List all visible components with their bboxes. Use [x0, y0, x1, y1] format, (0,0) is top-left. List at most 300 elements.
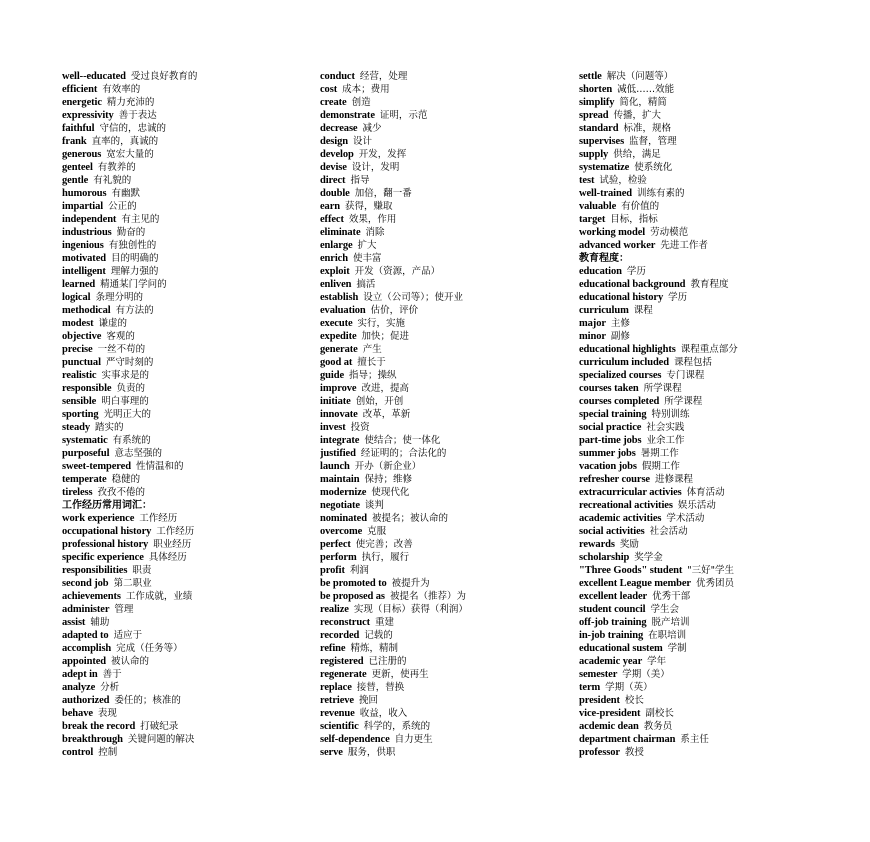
vocab-entry — [579, 304, 849, 317]
vocab-translation: 有独创性的 — [108, 240, 157, 251]
vocab-entry — [62, 655, 312, 668]
vocab-translation: 指导；操纵 — [349, 370, 397, 381]
vocab-translation: 优秀团员 — [696, 578, 735, 589]
vocab-entry — [62, 642, 312, 655]
vocab-translation: 所学课程 — [664, 396, 703, 407]
vocab-entry — [579, 590, 849, 603]
vocab-translation: 职业经历 — [153, 539, 192, 550]
vocab-entry — [62, 616, 312, 629]
vocab-entry — [62, 408, 312, 421]
vocab-entry — [320, 213, 570, 226]
vocab-term: design — [320, 136, 348, 147]
vocab-entry — [579, 642, 849, 655]
vocab-entry — [320, 642, 570, 655]
vocab-entry — [579, 421, 849, 434]
vocab-entry — [62, 590, 312, 603]
vocab-translation: 暑期工作 — [640, 448, 679, 459]
vocab-entry — [62, 304, 312, 317]
vocab-term: genteel — [62, 162, 93, 173]
vocab-entry — [320, 421, 570, 434]
vocab-translation: 控制 — [98, 747, 118, 758]
vocab-column-2 — [320, 70, 570, 759]
vocab-translation: 有教养的 — [97, 162, 136, 173]
vocab-term: frank — [62, 136, 87, 147]
vocab-translation: 课程重点部分 — [680, 344, 738, 355]
vocab-term: break the record — [62, 721, 136, 732]
vocab-term: second job — [62, 578, 109, 589]
vocab-term: sweet-tempered — [62, 461, 131, 472]
vocab-entry — [579, 655, 849, 668]
vocab-term: motivated — [62, 253, 107, 264]
vocab-translation: 勤奋的 — [116, 227, 146, 238]
vocab-term: enlarge — [320, 240, 353, 251]
vocab-term: direct — [320, 175, 346, 186]
vocab-entry — [320, 265, 570, 278]
vocab-entry — [579, 83, 849, 96]
vocab-translation: 奖励 — [619, 539, 639, 550]
vocab-translation: 工作成就，业绩 — [125, 591, 193, 602]
vocab-translation: 有方法的 — [115, 305, 154, 316]
vocab-translation: 宽宏大量的 — [106, 149, 154, 160]
vocab-entry — [62, 148, 312, 161]
vocab-translation: 实现（目标）获得（利润） — [353, 604, 468, 615]
vocab-translation: 所学课程 — [643, 383, 682, 394]
vocab-translation: 解决（问题等） — [606, 71, 674, 82]
vocab-term: curriculum included — [579, 357, 669, 368]
vocab-term: valuable — [579, 201, 617, 212]
vocab-translation: 执行，履行 — [361, 552, 410, 563]
vocab-term: generate — [320, 344, 358, 355]
vocab-translation: 接替，替换 — [356, 682, 405, 693]
vocab-term: methodical — [62, 305, 111, 316]
vocab-entry — [320, 564, 570, 577]
vocab-entry — [579, 70, 849, 83]
vocab-entry — [62, 369, 312, 382]
vocab-translation: 明白事理的 — [101, 396, 149, 407]
vocab-translation: 系主任 — [680, 734, 709, 745]
vocab-entry — [579, 265, 849, 278]
vocab-entry — [62, 122, 312, 135]
vocab-term: rewards — [579, 539, 615, 550]
vocab-term: eliminate — [320, 227, 361, 238]
vocab-term: profit — [320, 565, 345, 576]
vocab-translation: 试验，检验 — [599, 175, 647, 186]
vocab-entry — [579, 486, 849, 499]
vocab-entry — [62, 200, 312, 213]
vocab-term: initiate — [320, 396, 351, 407]
vocab-term: off-job training — [579, 617, 647, 628]
vocab-entry — [62, 434, 312, 447]
vocab-term: excellent League member — [579, 578, 691, 589]
vocab-entry — [579, 343, 849, 356]
vocab-term: refresher course — [579, 474, 650, 485]
vocab-term: efficient — [62, 84, 98, 95]
vocab-entry — [579, 499, 849, 512]
vocab-translation: 学年 — [647, 656, 667, 667]
vocab-term: ingenious — [62, 240, 104, 251]
vocab-entry — [320, 668, 570, 681]
vocab-entry — [579, 187, 849, 200]
vocab-term: learned — [62, 279, 96, 290]
vocab-translation: 精通某门学问的 — [100, 279, 167, 290]
vocab-translation: 体育活动 — [686, 487, 725, 498]
vocab-entry — [579, 382, 849, 395]
vocab-entry — [62, 278, 312, 291]
vocab-entry — [320, 707, 570, 720]
vocab-term: regenerate — [320, 669, 367, 680]
vocab-translation: 扩大 — [357, 240, 377, 251]
vocab-column-1 — [62, 70, 312, 759]
vocab-translation: 标准，规格 — [623, 123, 671, 134]
vocab-entry — [320, 109, 570, 122]
vocab-entry — [62, 252, 312, 265]
vocab-term: refine — [320, 643, 346, 654]
vocab-translation: 学制 — [667, 643, 687, 654]
vocab-entry — [62, 317, 312, 330]
vocab-translation: 性情温和的 — [135, 461, 184, 472]
vocab-entry — [579, 447, 849, 460]
vocab-translation: 第二职业 — [113, 578, 152, 589]
vocab-entry — [320, 239, 570, 252]
vocab-translation: 孜孜不倦的 — [97, 487, 146, 498]
vocab-entry — [579, 356, 849, 369]
vocab-entry — [62, 681, 312, 694]
vocab-entry — [62, 135, 312, 148]
vocab-entry — [62, 96, 312, 109]
vocab-translation: 严守时刻的 — [105, 357, 154, 368]
vocab-entry — [320, 252, 570, 265]
vocab-translation: 监督，管理 — [629, 136, 677, 147]
vocab-term: work experience — [62, 513, 135, 524]
vocab-term: extracurricular activies — [579, 487, 682, 498]
vocab-entry — [579, 746, 849, 759]
vocab-term: justified — [320, 448, 356, 459]
vocab-translation: 工作经历 — [156, 526, 195, 537]
vocab-translation: 获得，赚取 — [345, 201, 393, 212]
vocab-translation: 公正的 — [108, 201, 137, 212]
vocab-translation: 学期（美） — [622, 669, 670, 680]
vocab-translation: 劳动模范 — [650, 227, 689, 238]
vocab-translation: 记载的 — [364, 630, 393, 641]
vocab-translation: 已注册的 — [368, 656, 407, 667]
vocab-translation: 有系统的 — [112, 435, 151, 446]
vocab-term: educational history — [579, 292, 664, 303]
vocab-term: achievements — [62, 591, 121, 602]
vocab-translation: 直率的，真诚的 — [91, 136, 159, 147]
vocab-entry — [320, 96, 570, 109]
vocab-entry — [579, 161, 849, 174]
vocab-translation: 实行，实施 — [357, 318, 406, 329]
vocab-translation: 特别训练 — [651, 409, 690, 420]
vocab-term: enliven — [320, 279, 352, 290]
vocab-entry — [579, 239, 849, 252]
vocab-term: social activities — [579, 526, 645, 537]
vocab-translation: 设计，发明 — [351, 162, 400, 173]
vocab-term: perform — [320, 552, 357, 563]
vocab-translation: 利润 — [349, 565, 369, 576]
vocab-translation: 精力充沛的 — [106, 97, 155, 108]
vocab-translation: 使完善；改善 — [355, 539, 413, 550]
vocab-translation: 挽回 — [358, 695, 378, 706]
vocab-translation: 服务，供职 — [347, 747, 396, 758]
vocab-translation: 指导 — [350, 175, 370, 186]
vocab-translation: 分析 — [100, 682, 120, 693]
vocab-translation: 奖学金 — [634, 552, 663, 563]
vocab-translation: 谦虚的 — [98, 318, 127, 329]
vocab-translation: 使丰富 — [352, 253, 382, 264]
vocab-translation: 加倍，翻一番 — [354, 188, 412, 199]
vocab-entry — [579, 122, 849, 135]
vocab-term: control — [62, 747, 94, 758]
vocab-entry — [62, 382, 312, 395]
vocab-entry — [579, 226, 849, 239]
vocab-term: "Three Goods" student — [579, 565, 683, 576]
vocab-translation: 被认命的 — [111, 656, 150, 667]
vocab-entry — [320, 434, 570, 447]
vocab-entry — [320, 382, 570, 395]
vocab-term: vacation jobs — [579, 461, 637, 472]
vocab-entry — [62, 83, 312, 96]
vocab-entry — [62, 343, 312, 356]
vocab-term: recreational activities — [579, 500, 673, 511]
vocab-term: replace — [320, 682, 352, 693]
vocab-entry — [62, 265, 312, 278]
vocab-translation: 适应于 — [113, 630, 143, 641]
vocab-translation: 简化，精简 — [619, 97, 667, 108]
vocab-term: punctual — [62, 357, 101, 368]
vocab-entry — [579, 707, 849, 720]
vocab-translation: 意志坚强的 — [114, 448, 162, 459]
vocab-term: tireless — [62, 487, 93, 498]
vocab-entry — [320, 616, 570, 629]
vocab-translation: 稳健的 — [111, 474, 141, 485]
vocab-translation: 具体经历 — [148, 552, 187, 563]
vocab-translation: 委任的；核准的 — [114, 695, 181, 706]
vocab-translation: 被提名；被认命的 — [371, 513, 448, 524]
vocab-entry — [320, 720, 570, 733]
vocab-entry — [62, 460, 312, 473]
vocab-term: summer jobs — [579, 448, 636, 459]
vocab-term: department chairman — [579, 734, 676, 745]
vocab-term: administer — [62, 604, 110, 615]
vocab-entry — [62, 512, 312, 525]
vocab-translation: 社会活动 — [649, 526, 688, 537]
vocab-translation: "三好"学生 — [687, 565, 735, 576]
vocab-translation: 辅助 — [90, 617, 110, 628]
vocab-translation: 消除 — [365, 227, 385, 238]
vocab-translation: 有效率的 — [102, 84, 141, 95]
vocab-term: decrease — [320, 123, 358, 134]
vocab-translation: 使结合；使一体化 — [364, 435, 441, 446]
vocab-entry — [320, 304, 570, 317]
vocab-term: integrate — [320, 435, 360, 446]
vocab-translation: 擅长于 — [357, 357, 386, 368]
vocab-entry — [62, 629, 312, 642]
vocab-entry — [579, 213, 849, 226]
vocab-entry — [579, 694, 849, 707]
vocab-term: logical — [62, 292, 91, 303]
vocab-entry — [579, 564, 849, 577]
vocab-entry — [579, 603, 849, 616]
vocab-term: be promoted to — [320, 578, 387, 589]
vocab-translation: 优秀干部 — [652, 591, 691, 602]
vocab-term: perfect — [320, 539, 351, 550]
vocab-entry — [62, 239, 312, 252]
vocab-term: sensible — [62, 396, 97, 407]
vocab-entry — [62, 473, 312, 486]
vocab-entry — [579, 174, 849, 187]
vocab-translation: 改革，革新 — [362, 409, 411, 420]
vocab-term: student council — [579, 604, 646, 615]
vocab-translation: 职责 — [132, 565, 152, 576]
vocab-term: academic year — [579, 656, 643, 667]
vocab-term: steady — [62, 422, 90, 433]
vocab-translation: 先进工作者 — [660, 240, 708, 251]
vocab-term: spread — [579, 110, 609, 121]
vocab-term: generous — [62, 149, 102, 160]
vocab-entry — [320, 70, 570, 83]
vocab-entry — [579, 369, 849, 382]
vocab-entry — [579, 109, 849, 122]
vocab-term: term — [579, 682, 601, 693]
vocab-translation: 目的明确的 — [111, 253, 159, 264]
vocab-entry — [320, 538, 570, 551]
vocab-term: expressivity — [62, 110, 114, 121]
vocab-translation: 克服 — [367, 526, 387, 537]
vocab-entry — [320, 187, 570, 200]
vocab-term: responsible — [62, 383, 112, 394]
vocab-entry — [320, 83, 570, 96]
vocab-translation: 减低……效能 — [617, 84, 675, 95]
vocab-translation: 供给，满足 — [613, 149, 661, 160]
vocab-translation: 开办（新企业） — [354, 461, 422, 472]
vocab-entry — [320, 122, 570, 135]
vocab-entry — [579, 668, 849, 681]
vocab-translation: 被提升为 — [391, 578, 430, 589]
vocab-translation: 教授 — [624, 747, 644, 758]
vocab-entry — [579, 551, 849, 564]
vocab-term: be proposed as — [320, 591, 385, 602]
vocab-term: educational sustem — [579, 643, 663, 654]
vocab-term: authorized — [62, 695, 110, 706]
vocab-entry — [579, 96, 849, 109]
vocab-entry — [320, 590, 570, 603]
vocab-term: vice-president — [579, 708, 641, 719]
vocab-entry — [579, 681, 849, 694]
vocab-term: evaluation — [320, 305, 366, 316]
vocab-entry — [320, 369, 570, 382]
vocab-entry — [579, 577, 849, 590]
vocab-term: simplify — [579, 97, 615, 108]
vocab-term: gentle — [62, 175, 89, 186]
vocab-entry — [320, 174, 570, 187]
vocab-entry — [62, 564, 312, 577]
vocab-term: independent — [62, 214, 117, 225]
vocab-term: self-dependence — [320, 734, 390, 745]
vocab-term: professor — [579, 747, 620, 758]
vocab-entry — [320, 226, 570, 239]
vocab-translation: 精炼，精制 — [350, 643, 398, 654]
vocab-translation: 业余工作 — [646, 435, 685, 446]
vocab-entry — [320, 603, 570, 616]
vocab-term: systematize — [579, 162, 630, 173]
vocab-translation: 教务员 — [643, 721, 673, 732]
vocab-entry — [579, 720, 849, 733]
vocab-translation: 条理分明的 — [95, 292, 143, 303]
vocab-term: assist — [62, 617, 86, 628]
vocab-term: test — [579, 175, 595, 186]
vocab-translation: 设计 — [353, 136, 373, 147]
vocab-term: specialized courses — [579, 370, 662, 381]
vocab-term: accomplish — [62, 643, 112, 654]
vocab-translation: 表现 — [97, 708, 117, 719]
vocab-term: well--educated — [62, 71, 126, 82]
vocab-term: exploit — [320, 266, 350, 277]
vocab-term: special training — [579, 409, 647, 420]
vocab-term: supply — [579, 149, 609, 160]
vocab-term: realize — [320, 604, 349, 615]
vocab-term: humorous — [62, 188, 107, 199]
vocab-entry — [579, 525, 849, 538]
vocab-entry — [320, 356, 570, 369]
vocab-translation: 使现代化 — [371, 487, 410, 498]
vocab-entry — [62, 668, 312, 681]
vocab-term: invest — [320, 422, 346, 433]
vocab-term: launch — [320, 461, 350, 472]
vocab-term: temperate — [62, 474, 107, 485]
vocab-entry — [579, 434, 849, 447]
vocab-entry — [62, 707, 312, 720]
vocab-translation: 自力更生 — [394, 734, 433, 745]
vocab-entry — [579, 148, 849, 161]
vocab-term: earn — [320, 201, 341, 212]
vocab-translation: 保持；维修 — [364, 474, 412, 485]
vocab-translation: 设立（公司等）；使开业 — [363, 292, 463, 303]
vocab-translation: 受过良好教育的 — [130, 71, 198, 82]
vocab-entry — [579, 200, 849, 213]
vocab-entry — [320, 460, 570, 473]
vocab-translation: 学术活动 — [666, 513, 705, 524]
vocab-translation: 估价，评价 — [370, 305, 419, 316]
vocab-translation: 收益，收入 — [359, 708, 408, 719]
vocab-entry — [320, 343, 570, 356]
vocab-translation: 副校长 — [645, 708, 674, 719]
vocab-term: industrious — [62, 227, 112, 238]
vocab-term: double — [320, 188, 350, 199]
vocab-entry — [579, 330, 849, 343]
vocab-entry — [320, 681, 570, 694]
vocab-translation: 课程包括 — [673, 357, 712, 368]
vocab-translation: 使系统化 — [634, 162, 673, 173]
vocab-term: academic activities — [579, 513, 662, 524]
vocab-entry — [62, 330, 312, 343]
vocab-term: objective — [62, 331, 102, 342]
vocab-translation: 开发，发挥 — [358, 149, 407, 160]
vocab-term: curriculum — [579, 305, 629, 316]
vocab-term: analyze — [62, 682, 96, 693]
vocab-translation: 在职培训 — [648, 630, 687, 641]
vocab-term: reconstruct — [320, 617, 371, 628]
vocab-translation: 有礼貌的 — [93, 175, 132, 186]
vocab-entry — [320, 551, 570, 564]
vocab-term: semester — [579, 669, 618, 680]
vocab-term: develop — [320, 149, 354, 160]
vocab-term: serve — [320, 747, 343, 758]
vocab-term: acdemic dean — [579, 721, 639, 732]
vocab-entry — [62, 733, 312, 746]
vocab-term: conduct — [320, 71, 355, 82]
vocab-entry — [579, 538, 849, 551]
